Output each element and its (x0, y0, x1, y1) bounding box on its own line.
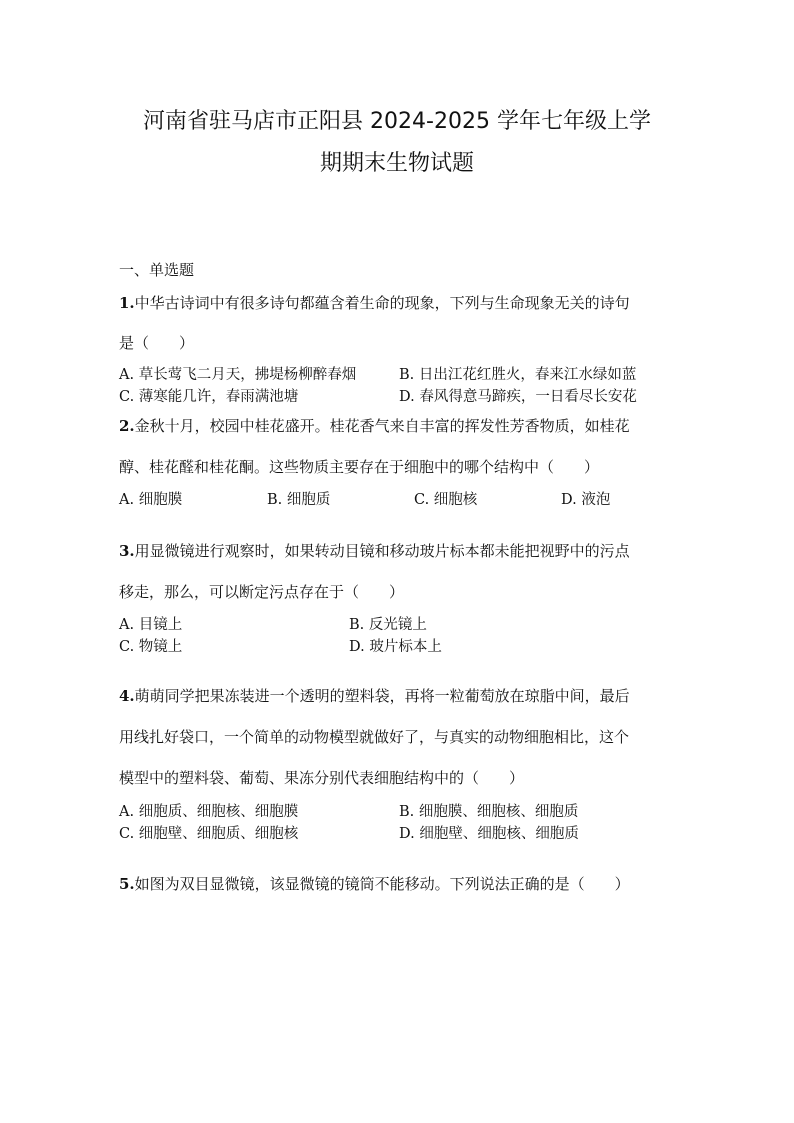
question-1-option-d[interactable]: D. 春风得意马蹄疾，一日看尽长安花 (399, 389, 637, 405)
question-2-option-b[interactable]: B. 细胞质 (267, 492, 331, 508)
question-number: 2. (119, 417, 135, 435)
question-2-line-1 (119, 415, 630, 436)
question-5-line-1 (119, 873, 630, 894)
question-3-line-2: 移走，那么，可以断定污点存在于（ ） (119, 583, 405, 601)
question-1-line-2: 是（ ） (119, 334, 195, 352)
question-2-line-2: 醇、桂花醛和桂花酮。这些物质主要存在于细胞中的哪个结构中（ ） (119, 458, 600, 476)
question-2-option-c[interactable]: C. 细胞核 (414, 492, 478, 508)
question-4-option-d[interactable]: D. 细胞壁、细胞核、细胞质 (399, 826, 579, 842)
question-3-option-a[interactable]: A. 目镜上 (119, 617, 183, 633)
question-1-option-c[interactable]: C. 薄寒能几许，春雨满池塘 (119, 389, 299, 405)
question-text: 如图为双目显微镜，该显微镜的镜筒不能移动。下列说法正确的是（ ） (134, 875, 630, 893)
section-heading: 一、单选题 (119, 261, 195, 279)
question-number: 1. (119, 294, 135, 312)
question-4-line-2: 用线扎好袋口，一个简单的动物模型就做好了，与真实的动物细胞相比，这个 (119, 728, 630, 746)
question-1-option-b[interactable]: B. 日出江花红胜火，春来江水绿如蓝 (399, 367, 637, 383)
question-text: 萌萌同学把果冻装进一个透明的塑料袋，再将一粒葡萄放在琼脂中间，最后 (134, 687, 630, 705)
question-text: 金秋十月，校园中桂花盛开。桂花香气来自丰富的挥发性芳香物质，如桂花 (134, 417, 630, 435)
question-4-line-3: 模型中的塑料袋、葡萄、果冻分别代表细胞结构中的（ ） (119, 769, 525, 787)
question-number: 4. (119, 687, 135, 705)
question-3-line-1 (119, 540, 630, 561)
question-1-line-1 (119, 292, 630, 313)
document-title-line-2: 期期末生物试题 (319, 151, 474, 176)
question-4-option-a[interactable]: A. 细胞质、细胞核、细胞膜 (119, 804, 299, 820)
question-number: 3. (119, 542, 135, 560)
question-text: 中华古诗词中有很多诗句都蕴含着生命的现象，下列与生命现象无关的诗句 (134, 294, 630, 312)
question-4-option-c[interactable]: C. 细胞壁、细胞质、细胞核 (119, 826, 299, 842)
question-2-option-d[interactable]: D. 液泡 (561, 492, 611, 508)
question-text: 用显微镜进行观察时，如果转动目镜和移动玻片标本都未能把视野中的污点 (134, 542, 630, 560)
document-title-line-1: 河南省驻马店市正阳县 2024-2025 学年七年级上学 (143, 109, 651, 134)
question-4-option-b[interactable]: B. 细胞膜、细胞核、细胞质 (399, 804, 579, 820)
question-3-option-d[interactable]: D. 玻片标本上 (349, 639, 442, 655)
question-4-line-1 (119, 685, 630, 706)
question-2-option-a[interactable]: A. 细胞膜 (119, 492, 183, 508)
question-number: 5. (119, 875, 135, 893)
question-3-option-c[interactable]: C. 物镜上 (119, 639, 183, 655)
question-1-option-a[interactable]: A. 草长莺飞二月天，拂堤杨柳醉春烟 (119, 367, 357, 383)
question-3-option-b[interactable]: B. 反光镜上 (349, 617, 427, 633)
